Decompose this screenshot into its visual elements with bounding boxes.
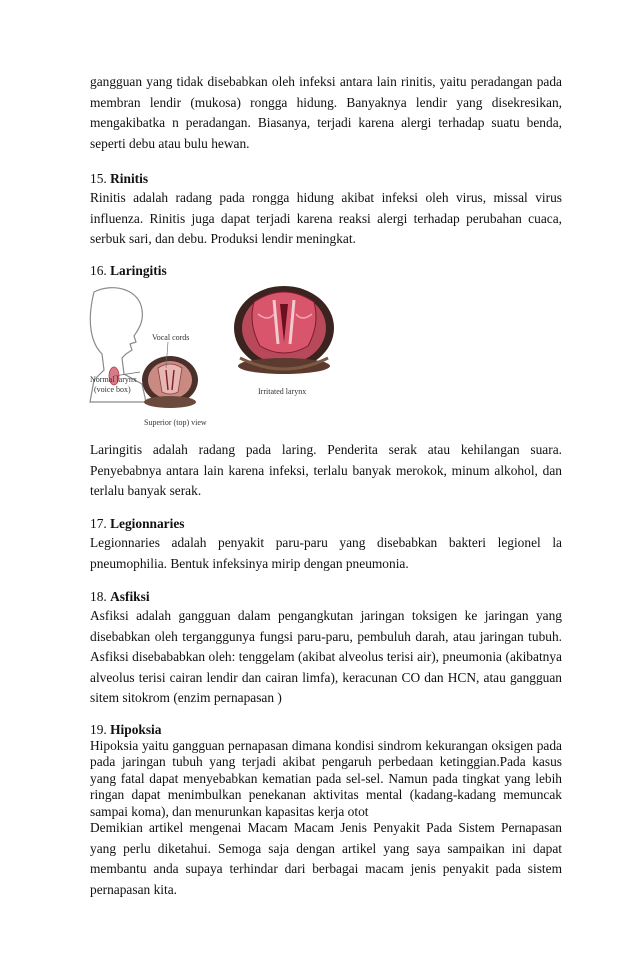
heading-laringitis: [90, 262, 562, 280]
normal-larynx-top-view: [142, 356, 198, 408]
label-superior-view: Superior (top) view: [144, 418, 207, 427]
section-title: Legionnaries: [110, 516, 185, 531]
label-vocal-cords: Vocal cords: [152, 333, 190, 342]
label-irritated-larynx: Irritated larynx: [258, 387, 307, 396]
section-title: Laringitis: [110, 263, 167, 278]
heading-legionnaries: [90, 515, 562, 533]
section-title: Asfiksi: [110, 589, 150, 604]
intro-paragraph: gangguan yang tidak disebabkan oleh infeksi antara lain rinitis, yaitu peradangan pada membran lendir (mukosa) rongga hidung. Banyaknya lendir yang disekresikan, mengakibatka n peradangan. Biasanya, terjadi karena alergi terhadap suatu benda, seperti debu atau bulu hewan.: [90, 74, 562, 151]
larynx-illustration: [88, 284, 348, 430]
section-number: 15.: [90, 171, 107, 186]
label-normal-larynx: Normal larynx: [90, 375, 137, 384]
irritated-larynx: [234, 286, 334, 374]
heading-asfiksi: [90, 588, 562, 606]
heading-rinitis: [90, 170, 562, 188]
hipoksia-paragraph: Hipoksia yaitu gangguan pernapasan dimana kondisi sindrom kekurangan oksigen pada pada jaringan tubuh yang terjadi akibat pengaruh perbedaan ketinggian.Pada kasus yang fatal dapat menyebabkan kematian pada sel-sel. Namun pada tingkat yang lebih ringan dapat menimbulkan penekanan aktivitas mental (kadang-kadang memuncak sampai koma), dan menurunkan kapasitas kerja otot: [90, 738, 562, 819]
section-number: 19.: [90, 722, 107, 737]
rinitis-paragraph: Rinitis adalah radang pada rongga hidung akibat infeksi oleh virus, missal virus influenza. Rinitis juga dapat terjadi karena reaksi alergi terhadap perubahan cuaca, serbuk sari, dan debu. Produksi lendir meningkat.: [90, 190, 562, 247]
label-voice-box: (voice box): [94, 385, 131, 394]
larynx-figure-svg: [88, 284, 348, 430]
asfiksi-paragraph: Asfiksi adalah gangguan dalam pengangkutan jaringan toksigen ke jaringan yang disebabkan oleh terganggunya fungsi paru-paru, pembuluh darah, atau jaringan tubuh. Asfiksi disebababkan oleh: tenggelam (akibat alveolus terisi air), pneumonia (akibatnya alveolus terisi cairan lendir dan cairan limfa), keracunan CO dan HCN, atau gangguan sitem sitokrom (enzim pernapasan ): [90, 608, 562, 706]
section-number: 17.: [90, 516, 107, 531]
legionnaries-paragraph: Legionnaries adalah penyakit paru-paru yang disebabkan bakteri legionel la pneumophilia. Bentuk infeksinya mirip dengan pneumonia.: [90, 535, 562, 571]
section-number: 16.: [90, 263, 107, 278]
laringitis-paragraph: Laringitis adalah radang pada laring. Penderita serak atau kehilangan suara. Penyebabnya antara lain karena infeksi, terlalu banyak merokok, minum alkohol, dan terlalu banyak serak.: [90, 442, 562, 499]
heading-hipoksia: [90, 721, 562, 739]
section-title: Rinitis: [110, 171, 149, 186]
closing-paragraph: Demikian artikel mengenai Macam Macam Jenis Penyakit Pada Sistem Pernapasan yang perlu diketahui. Semoga saja dengan artikel yang saya sampaikan ini dapat membantu anda supaya terhindar dari berbagai macam jenis penyakit pada sistem pernapasan kita.: [90, 820, 562, 897]
section-number: 18.: [90, 589, 107, 604]
section-title: Hipoksia: [110, 722, 162, 737]
